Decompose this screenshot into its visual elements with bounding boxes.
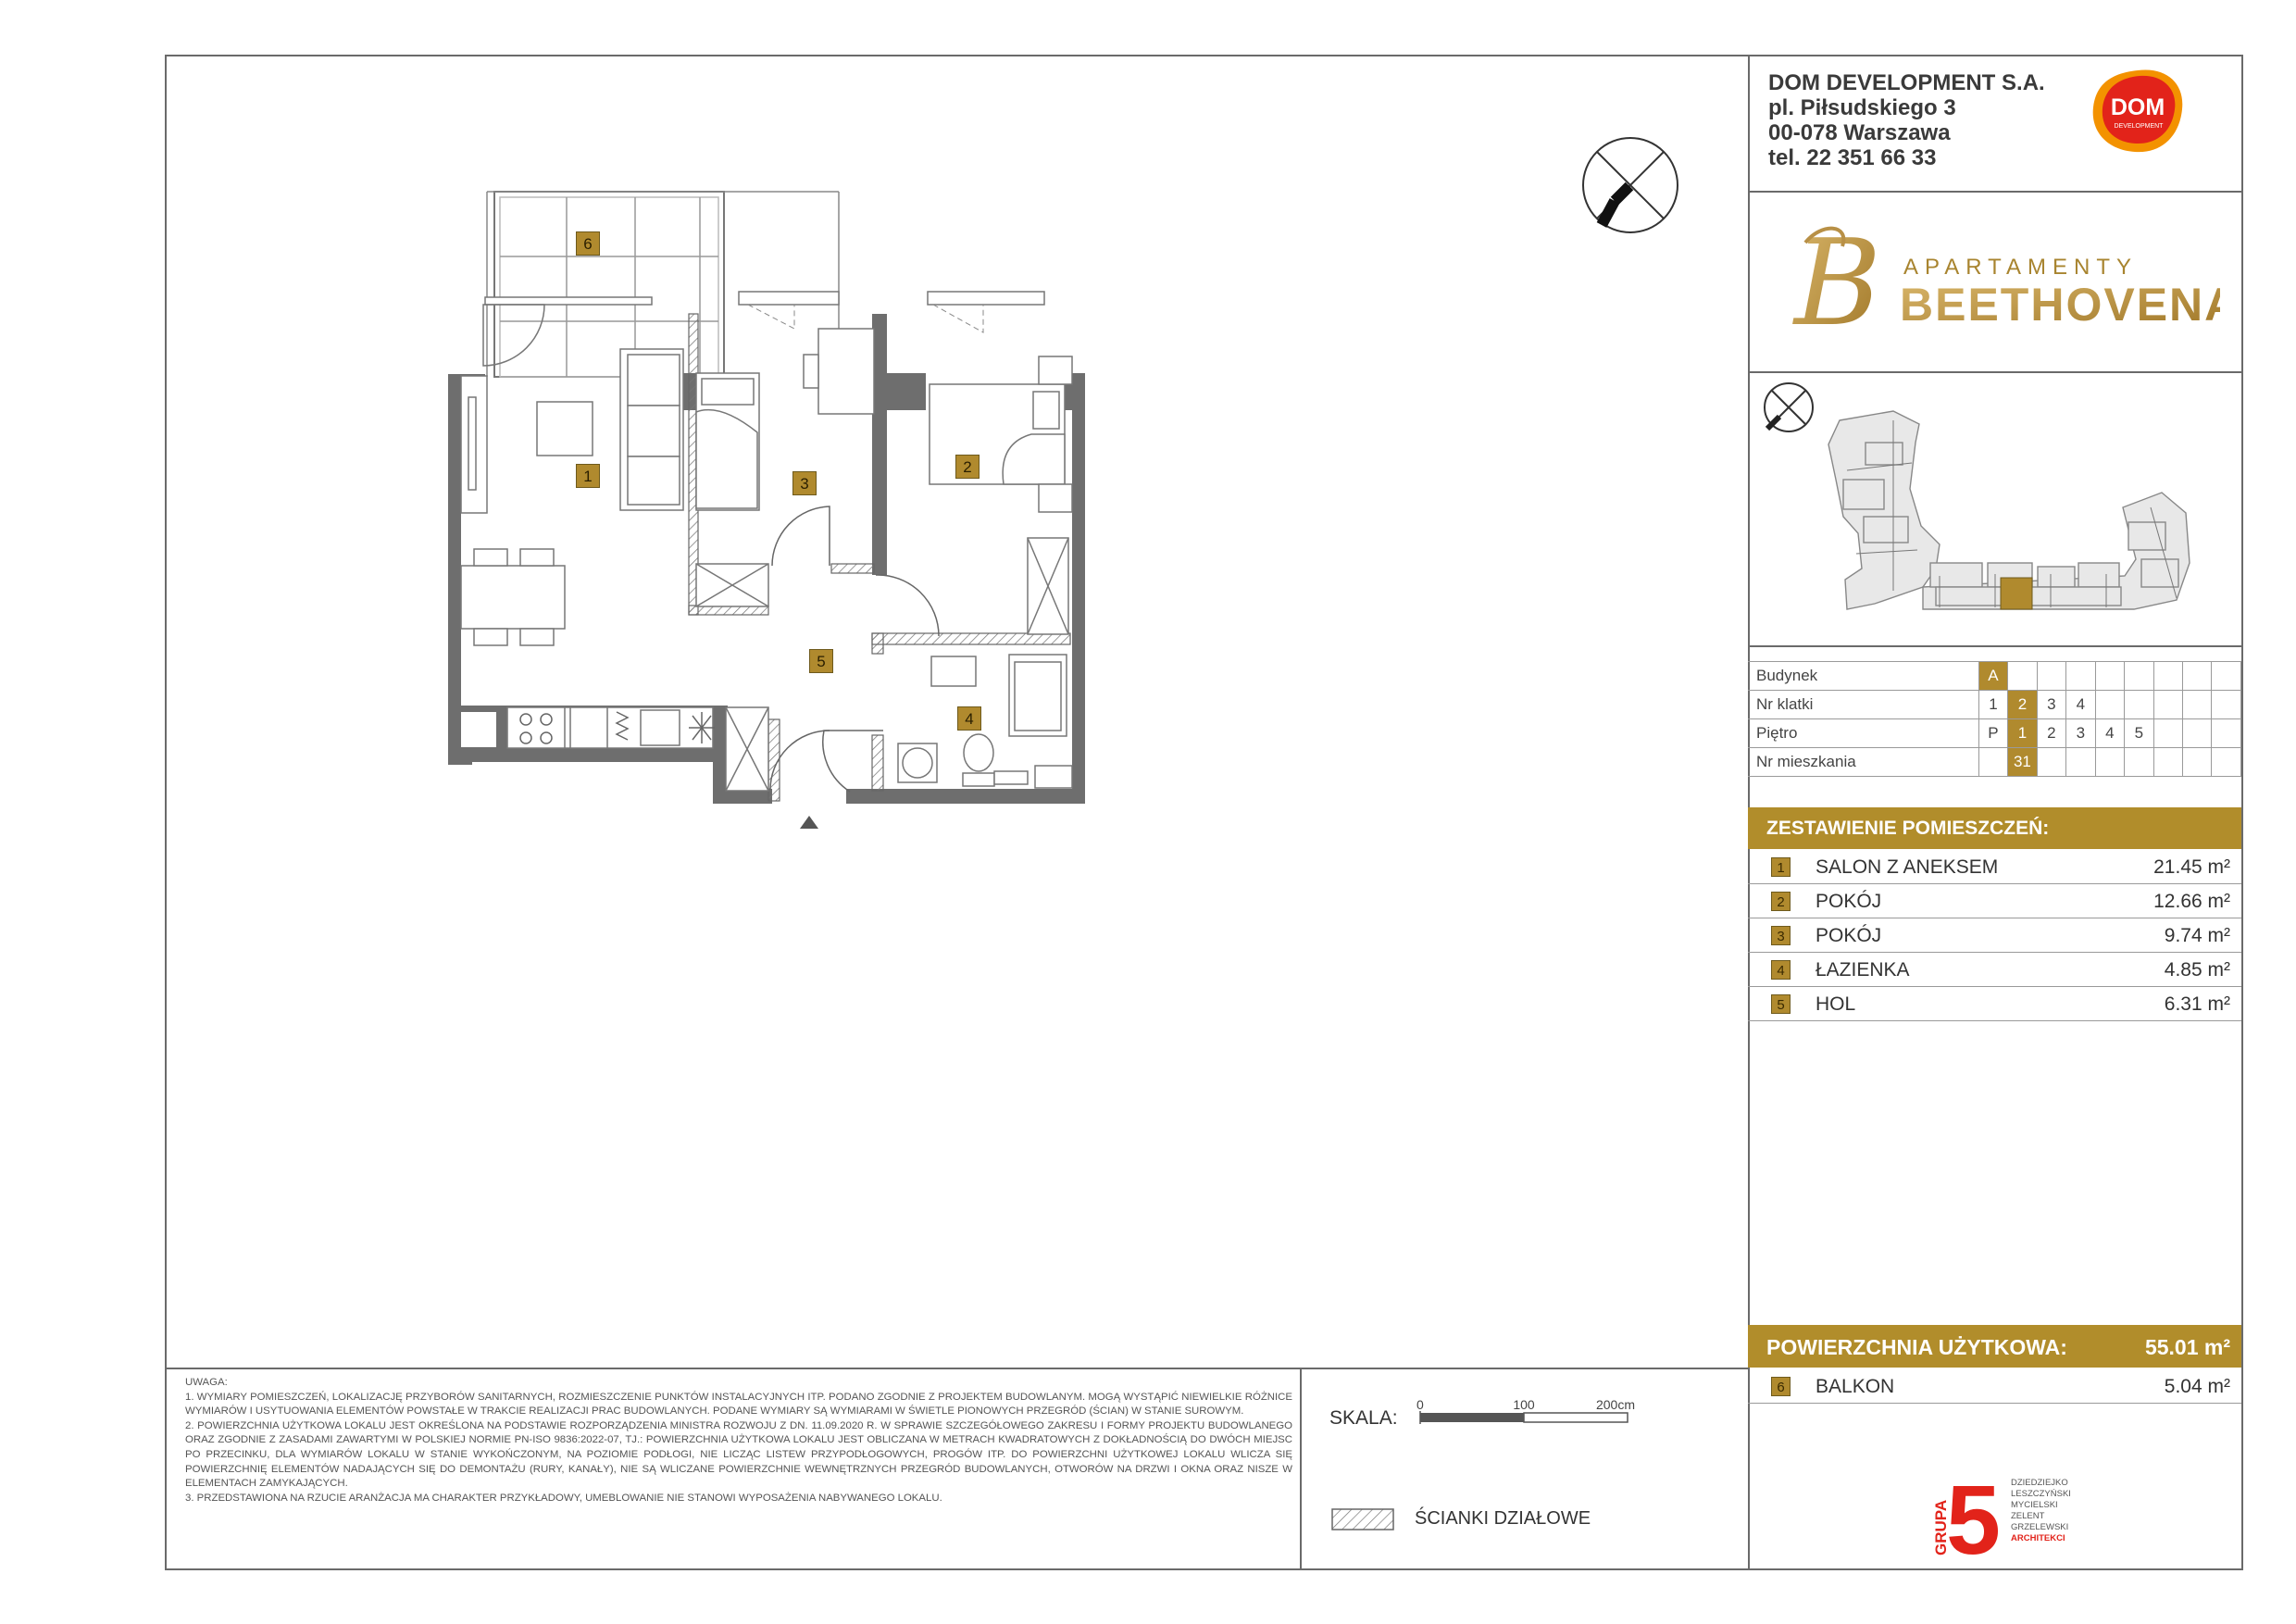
cell: 1 <box>1978 691 2007 719</box>
dom-development-logo <box>2089 67 2187 156</box>
architect-name: GRZELEWSKI <box>2011 1522 2069 1532</box>
scale-tick-0: 0 <box>1416 1398 1424 1412</box>
cell <box>2183 662 2212 691</box>
scale-bar <box>1416 1398 1639 1435</box>
partition-wall <box>872 633 883 654</box>
door-swing <box>483 305 544 366</box>
partition-wall <box>831 564 874 573</box>
partition-wall <box>872 633 1070 644</box>
grupa-vertical-text: GRUPA <box>1932 1499 1950 1555</box>
grupa5-architekci-logo <box>1922 1474 2089 1559</box>
room-number-badge: 5 <box>1771 994 1791 1014</box>
notes-item: 3. PRZEDSTAWIONA NA RZUCIE ARANŻACJA MA CHARAKTER PRZYKŁADOWY, UMEBLOWANIE NIE STANOWI WYPOSAŻENIA NABYWANEGO LOKALU. <box>185 1492 942 1504</box>
scale-label: SKALA: <box>1329 1407 1398 1429</box>
brand-divider <box>1748 371 2243 373</box>
architect-name: DZIEDZIEJKO <box>2011 1478 2068 1488</box>
notes-block <box>185 1376 1292 1505</box>
company-address <box>1768 70 2045 170</box>
brand-monogram: B <box>1794 215 1882 344</box>
cell <box>2125 662 2153 691</box>
room-name: HOL <box>1816 993 1856 1015</box>
architect-suffix: ARCHITEKCI <box>2011 1533 2065 1543</box>
keyplan-divider <box>1748 645 2243 647</box>
room-name: SALON Z ANEKSEM <box>1816 856 1999 878</box>
table-row <box>1748 691 2241 719</box>
cell <box>2095 748 2124 777</box>
room-area: 5.04 m² <box>2164 1376 2230 1397</box>
table-row <box>1748 748 2241 777</box>
cell <box>2183 719 2212 748</box>
cell: A <box>1978 662 2007 691</box>
room-row <box>1748 850 2241 884</box>
room-area: 6.31 m² <box>2164 993 2230 1015</box>
plan-label-hall: 5 <box>809 649 833 673</box>
scale-tick-200: 200cm <box>1595 1398 1635 1412</box>
room-number-badge: 6 <box>1771 1377 1791 1396</box>
total-area-value: 55.01 m² <box>2144 1335 2230 1359</box>
row-label-floor: Piętro <box>1748 719 1978 748</box>
brand-main-text: BEETHOVENA <box>1900 279 2220 331</box>
company-city: 00-078 Warszawa <box>1768 120 1951 145</box>
keyplan-compass-icon <box>1765 383 1813 431</box>
cell: 31 <box>2008 748 2037 777</box>
cell: 5 <box>2125 719 2153 748</box>
windows <box>485 292 1044 305</box>
cell <box>1978 748 2007 777</box>
notes-divider <box>165 1368 1748 1369</box>
floor-plan <box>165 55 1748 1368</box>
company-name: DOM DEVELOPMENT S.A. <box>1768 70 2045 95</box>
table-row <box>1748 662 2241 691</box>
table-row <box>1748 719 2241 748</box>
cell <box>2037 748 2065 777</box>
cell <box>2095 691 2124 719</box>
rooms-title: ZESTAWIENIE POMIESZCZEŃ: <box>1766 818 2050 839</box>
room-area: 9.74 m² <box>2164 925 2230 946</box>
room-number-badge: 2 <box>1771 892 1791 911</box>
cell <box>2008 662 2037 691</box>
apartamenty-beethovena-logo <box>1785 215 2220 344</box>
cell: 2 <box>2037 719 2065 748</box>
unit-location-table <box>1748 661 2241 777</box>
cell <box>2212 662 2241 691</box>
scale-tick-100: 100 <box>1513 1398 1535 1412</box>
room-area: 4.85 m² <box>2164 959 2230 981</box>
cell <box>2183 691 2212 719</box>
cell: 1 <box>2008 719 2037 748</box>
room-name: BALKON <box>1816 1376 1895 1397</box>
partition-wall-legend-swatch <box>1331 1508 1394 1530</box>
scale-divider <box>1300 1368 1302 1570</box>
header-divider <box>1748 191 2243 193</box>
partition-wall <box>872 735 883 791</box>
notes-item: 1. WYMIARY POMIESZCZEŃ, LOKALIZACJĘ PRZYBORÓW SANITARNYCH, ROZMIESZCZENIE PUNKTÓW INSTALACYJNYCH ITP. PODANO ZGODNIE Z PROJEKTEM BUDOWLANYM. MOGĄ WYSTĄPIĆ NIEWIELKIE RÓŻNICE WYMIARÓW I USYTUOWANIA ELEMENTÓW POWSTAŁE W TRAKCIE REALIZACJI PRAC BUDOWLANYCH. PODANE WYMIARY SĄ WYMIARAMI W ŚWIETLE PIONOWYCH PRZEGRÓD (ŚCIAN) W STANIE SUROWYM. <box>185 1391 1292 1418</box>
room-row <box>1748 884 2241 918</box>
row-label-building: Budynek <box>1748 662 1978 691</box>
architect-name: LESZCZYŃSKI <box>2011 1489 2071 1499</box>
partition-wall-legend-label: ŚCIANKI DZIAŁOWE <box>1415 1508 1591 1529</box>
room-number-badge: 3 <box>1771 926 1791 945</box>
room-area: 12.66 m² <box>2153 891 2230 912</box>
balcony-row <box>1748 1369 2241 1404</box>
cell <box>2153 748 2182 777</box>
cell <box>2153 691 2182 719</box>
key-plan <box>1754 378 2236 641</box>
company-phone: tel. 22 351 66 33 <box>1768 145 1937 170</box>
total-area-bar <box>1748 1325 2241 1368</box>
brand-top-text: APARTAMENTY <box>1903 255 2139 280</box>
cell <box>2125 691 2153 719</box>
architect-name: MYCIELSKI <box>2011 1500 2058 1510</box>
keyplan-unit-highlight <box>2001 578 2032 609</box>
dom-logo-text: DOM <box>2110 94 2165 120</box>
cell: 4 <box>2066 691 2095 719</box>
cell <box>2125 748 2153 777</box>
notes-item: 2. POWIERZCHNIA UŻYTKOWA LOKALU JEST OKREŚLONA NA PODSTAWIE ROZPORZĄDZENIA MINISTRA ROZWOJU Z DN. 11.09.2020 R. W SPRAWIE SZCZEGÓŁOWEGO ZAKRESU I FORMY PROJEKTU BUDOWLANEGO ORAZ ZGODNIE Z ZASADAMI ZAWARTYMI W POLSKIEJ NORMIE PN-ISO 9836:2022-07, TJ.: POWIERZCHNIA UŻYTKOWA LOKALU JEST OBLICZANA W METRACH KWADRATOWYCH Z DOKŁADNOŚCIĄ DO DWÓCH MIEJSC PO PRZECINKU, DLA WYMIARÓW LOKALU W STANIE WYKOŃCZONYM, NA POZIOMIE PODŁOGI, NIE LICZĄC LISTEW PRZYPODŁOGOWYCH, PROGÓW ITP. DO POWIERZCHNI UŻYTKOWEJ LOKALU WLICZA SIĘ POWIERZCHNIĘ ELEMENTÓW NADAJĄCYCH SIĘ DO DEMONTAŻU (RURY, KANAŁY), NIE SĄ WLICZANE POWIERZCHNIE WEWNĘTRZNYCH PRZEGRÓD BUDOWLANYCH, OTWORÓW NA DRZWI I OKNA ORAZ NISZE W ELEMENTACH ZAMYKAJĄCYCH. <box>185 1419 1292 1490</box>
cell <box>2212 691 2241 719</box>
dom-logo-subtext: DEVELOPMENT <box>2114 123 2164 130</box>
room-row <box>1748 953 2241 987</box>
room-number-badge: 1 <box>1771 857 1791 877</box>
cell: 3 <box>2037 691 2065 719</box>
room-name: POKÓJ <box>1816 891 1882 912</box>
room-row <box>1748 987 2241 1021</box>
plan-label-room3: 3 <box>792 471 817 495</box>
cell <box>2037 662 2065 691</box>
entrance-arrow-icon <box>800 816 818 829</box>
notes-title: UWAGA: <box>185 1377 228 1388</box>
architect-name: ZELENT <box>2011 1511 2045 1521</box>
room-name: POKÓJ <box>1816 925 1882 946</box>
cell: 4 <box>2095 719 2124 748</box>
room-name: ŁAZIENKA <box>1816 959 1910 981</box>
row-label-apartment-number: Nr mieszkania <box>1748 748 1978 777</box>
cell <box>2066 662 2095 691</box>
cell: 2 <box>2008 691 2037 719</box>
room-number-badge: 4 <box>1771 960 1791 980</box>
plan-label-salon: 1 <box>576 464 600 488</box>
cell <box>2153 719 2182 748</box>
cell <box>2183 748 2212 777</box>
plan-label-bathroom: 4 <box>957 706 981 731</box>
company-street: pl. Piłsudskiego 3 <box>1768 95 1956 120</box>
cell <box>2212 719 2241 748</box>
total-area-label: POWIERZCHNIA UŻYTKOWA: <box>1766 1335 2067 1359</box>
north-compass-icon <box>1583 138 1678 232</box>
room-area: 21.45 m² <box>2153 856 2230 878</box>
row-label-stairwell: Nr klatki <box>1748 691 1978 719</box>
cell <box>2066 748 2095 777</box>
cell: P <box>1978 719 2007 748</box>
cell <box>2153 662 2182 691</box>
room-row <box>1748 918 2241 953</box>
plan-label-balcony: 6 <box>576 231 600 256</box>
shaft <box>461 712 496 747</box>
cell <box>2095 662 2124 691</box>
cell: 3 <box>2066 719 2095 748</box>
rooms-title-bar <box>1748 807 2241 849</box>
grupa-digit: 5 <box>1946 1474 2001 1559</box>
plan-label-room2: 2 <box>955 455 980 479</box>
cell <box>2212 748 2241 777</box>
